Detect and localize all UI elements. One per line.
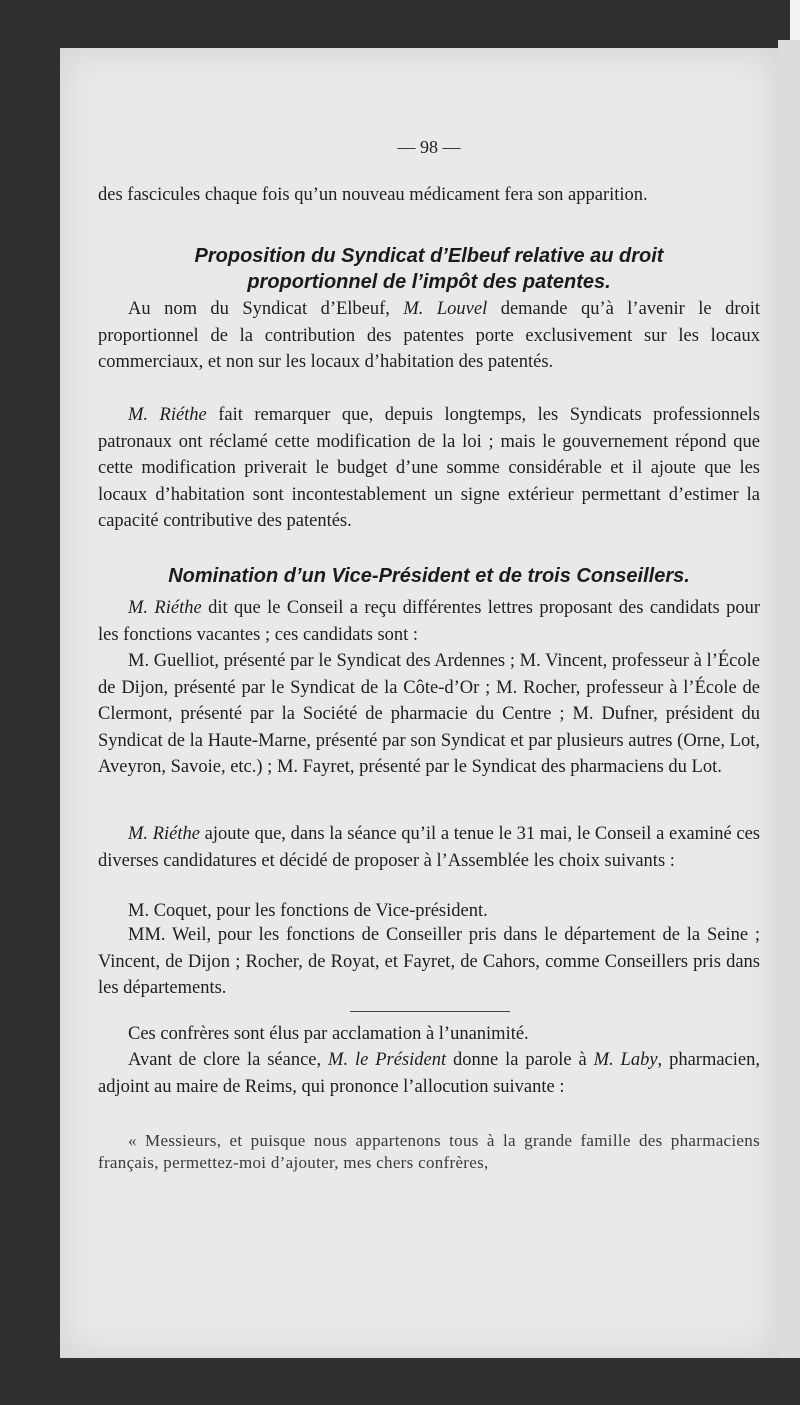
paragraph-riethe-3 — [98, 821, 760, 874]
paragraph-election — [98, 1021, 760, 1048]
continuation-text: des fascicules chaque fois qu’un nouveau médicament fera son apparition. — [98, 185, 648, 205]
text: donne la parole à — [446, 1050, 594, 1070]
text: Avant de clore la séance, — [128, 1050, 329, 1070]
candidates-text: M. Guelliot, présenté par le Syndicat des Ardennes ; M. Vincent, professeur à l’École de Dijon, présenté par le Syndicat de la Côte-d’Or ; M. Rocher, professeur à l’École de Clermont, présenté par la Société de pharmacie du Centre ; M. Dufner, président du Syndicat de la Haute-Marne, présenté par son Syndicat et par plusieurs autres (Orne, Lot, Aveyron, Savoie, etc.) ; M. Fayret, présenté par le Syndicat des pharmaciens du Lot. — [98, 651, 760, 777]
facing-page-edge — [778, 40, 800, 1370]
paragraph-riethe-2 — [98, 595, 760, 648]
text: fait remarquer que, depuis longtemps, les Syndicats professionnels patronaux ont réclamé cette modification de la loi ; mais le gouvernement répond que cette modification priverait le budget d’une somme considérable et il ajoute que les locaux d’habitation sont incontestablement un signe extérieur permettant d’estimer la capacité contributive des patentés. — [98, 405, 760, 531]
speaker-name: M. Riéthe — [128, 824, 200, 844]
paragraph-riethe-1 — [98, 402, 760, 535]
text: , pharmacien, adjoint au maire de Reims, qui prononce l’allocution suivante : — [98, 1050, 760, 1097]
paragraph-candidates — [98, 648, 760, 781]
horizontal-rule — [350, 1011, 510, 1012]
speaker-name: M. Riéthe — [128, 405, 207, 425]
page-number: — 98 — — [397, 137, 461, 157]
heading-line-1: Proposition du Syndicat d’Elbeuf relative au droit — [194, 245, 664, 267]
paragraph-laby — [98, 1047, 760, 1100]
continuation-paragraph — [98, 182, 760, 209]
text: dit que le Conseil a reçu différentes lettres proposant des candidats pour les fonctions vacantes ; ces candidats sont : — [98, 598, 760, 645]
election-text: Ces confrères sont élus par acclamation à l’unanimité. — [128, 1024, 529, 1044]
quote-text: « Messieurs, et puisque nous appartenons tous à la grande famille des pharmaciens français, permettez-moi d’ajouter, mes chers confrères, — [98, 1131, 760, 1172]
heading-line-2: proportionnel de l’impôt des patentes. — [247, 271, 611, 293]
speaker-name: M. Riéthe — [128, 598, 202, 618]
heading-nomination: Nomination d’un Vice-Président et de trois Conseillers. — [168, 565, 690, 587]
text: demande qu’à l’avenir le droit proportionnel de la contribution des patentes porte exclusivement sur les locaux commerciaux, et non sur les locaux d’habitation des patentés. — [98, 299, 761, 372]
coquet-text: M. Coquet, pour les fonctions de Vice-président. — [128, 901, 488, 921]
paragraph-coquet — [98, 898, 760, 925]
section-heading-patentes — [98, 243, 760, 295]
scan-bottom-margin — [0, 1358, 800, 1405]
conseillers-text: MM. Weil, pour les fonctions de Conseiller pris dans le département de la Seine ; Vincent, de Dijon ; Rocher, de Royat, et Fayret, de Cahors, comme Conseillers pris dans les départements. — [98, 925, 760, 998]
text: ajoute que, dans la séance qu’il a tenue le 31 mai, le Conseil a examiné ces diverses candidatures et décidé de proposer à l’Assemblée les choix suivants : — [98, 824, 760, 871]
speech-quote — [98, 1130, 760, 1174]
speaker-name: M. Louvel — [403, 299, 488, 319]
paragraph-conseillers — [98, 922, 760, 1002]
paragraph-louvel — [98, 296, 760, 376]
section-heading-nomination — [98, 563, 760, 589]
speaker-name: M. Laby — [593, 1050, 658, 1070]
text: Au nom du Syndicat d’Elbeuf, — [128, 299, 404, 319]
speaker-name: M. le Président — [328, 1050, 447, 1070]
